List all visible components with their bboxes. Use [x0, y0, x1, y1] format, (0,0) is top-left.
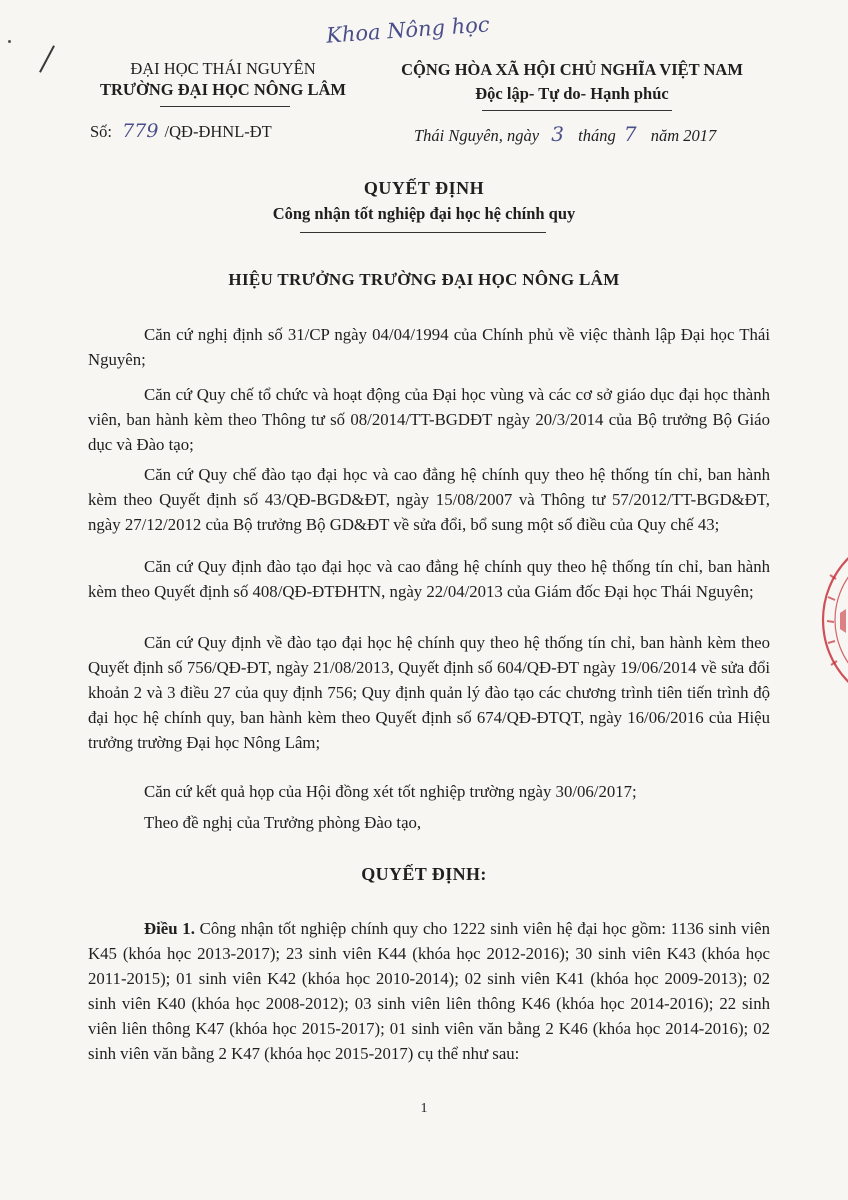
paragraph-legal-basis-6: Căn cứ kết quả họp của Hội đồng xét tốt nghiệp trường ngày 30/06/2017;: [144, 782, 637, 801]
paragraph-legal-basis-5: Căn cứ Quy định về đào tạo đại học hệ chính quy theo hệ thống tín chỉ, ban hành kèm theo Quyết định số 756/QĐ-ĐT, ngày 21/08/2013, Quyết định số 604/QĐ-ĐT ngày 19/06/2014 về sửa đổi khoản 2 và 3 điều 27 của quy định 756; Quy định quản lý đào tạo các chương trình tiên tiến trình độ đại học hệ chính quy, ban hành kèm theo Quyết định số 674/QĐ-ĐTQT, ngày 16/06/2016 của Hiệu trưởng trường Đại học Nông Lâm;: [88, 633, 770, 752]
article-1-text: Công nhận tốt nghiệp chính quy cho 1222 sinh viên hệ đại học gồm: 1136 sinh viên K45 (khóa học 2013-2017); 23 sinh viên K44 (khóa học 2012-2016); 30 sinh viên K43 (khóa học 2011-2015); 01 sinh viên K42 (khóa học 2010-2014); 02 sinh viên K41 (khóa học 2009-2013); 02 sinh viên K40 (khóa học 2008-2012); 03 sinh viên liên thông K46 (khóa học 2014-2016); 22 sinh viên liên thông K47 (khóa học 2015-2017); 01 sinh viên văn bằng 2 K46 (khóa học 2014-2016); 02 sinh viên văn bằng 2 K47 (khóa học 2015-2017) cụ thể như sau:: [88, 919, 771, 1063]
so-suffix: /QĐ-ĐHNL-ĐT: [164, 122, 272, 141]
country-line-1: CỘNG HÒA XÃ HỘI CHỦ NGHĨA VIỆT NAM: [401, 60, 743, 79]
date-year: năm 2017: [650, 126, 717, 145]
paragraph-legal-basis-4: Căn cứ Quy định đào tạo đại học và cao đẳng hệ chính quy theo hệ thống tín chỉ, ban hành kèm theo Quyết định số 408/QĐ-ĐTĐHTN, ngày 22/04/2013 của Giám đốc Đại học Thái Nguyên;: [88, 557, 770, 601]
document-number: [90, 120, 272, 142]
motto-underline: [482, 110, 672, 111]
so-number: 779: [122, 120, 159, 142]
issue-date: [414, 122, 716, 146]
paragraph-proposal: Theo đề nghị của Trưởng phòng Đào tạo,: [144, 813, 422, 832]
date-prefix: Thái Nguyên, ngày: [414, 126, 540, 145]
decision-title: QUYẾT ĐỊNH: [363, 178, 485, 198]
country-line-2: Độc lập- Tự do- Hạnh phúc: [475, 84, 669, 103]
decision-subject: Công nhận tốt nghiệp đại học hệ chính quy: [272, 204, 576, 223]
article-1: [88, 916, 770, 1066]
so-label: Số:: [90, 122, 113, 141]
date-month: 7: [623, 122, 637, 146]
paragraph-legal-basis-3: Căn cứ Quy chế đào tạo đại học và cao đẳng hệ chính quy theo hệ thống tín chỉ, ban hành kèm theo Quyết định số 43/QĐ-BGD&ĐT, ngày 15/08/2007 và Thông tư 57/2012/TT-BGD&ĐT, ngày 27/12/2012 của Bộ trưởng Bộ GD&ĐT về sửa đổi, bổ sung một số điều của Quy chế 43;: [88, 465, 770, 534]
org-underline: [160, 106, 290, 107]
date-month-label: tháng: [578, 126, 616, 145]
national-motto: [372, 58, 772, 106]
subject-underline: [300, 232, 546, 233]
paragraph-legal-basis-1: Căn cứ nghị định số 31/CP ngày 04/04/1994 của Chính phủ về việc thành lập Đại học Thái Nguyên;: [88, 325, 770, 369]
page-number: 1: [420, 1101, 428, 1116]
date-day: 3: [551, 122, 564, 146]
article-1-label: Điều 1.: [144, 919, 195, 938]
handwritten-note: Khoa Nông học: [325, 12, 491, 48]
decision-heading: QUYẾT ĐỊNH:: [361, 864, 487, 884]
org-line-2: TRƯỜNG ĐẠI HỌC NÔNG LÂM: [100, 80, 346, 99]
paragraph-legal-basis-2: Căn cứ Quy chế tổ chức và hoạt động của Đại học vùng và các cơ sở giáo dục đại học thành viên, ban hành kèm theo Thông tư số 08/2014/TT-BGDĐT ngày 20/3/2014 của Bộ trưởng Bộ Giáo dục và Đào tạo;: [88, 385, 770, 454]
org-line-1: ĐẠI HỌC THÁI NGUYÊN: [130, 59, 316, 78]
issuing-organization: [78, 58, 368, 100]
pen-mark: [39, 45, 55, 72]
scan-speck: [8, 40, 11, 43]
authority-title: HIỆU TRƯỞNG TRƯỜNG ĐẠI HỌC NÔNG LÂM: [228, 270, 620, 289]
red-seal-stamp: [816, 545, 848, 695]
